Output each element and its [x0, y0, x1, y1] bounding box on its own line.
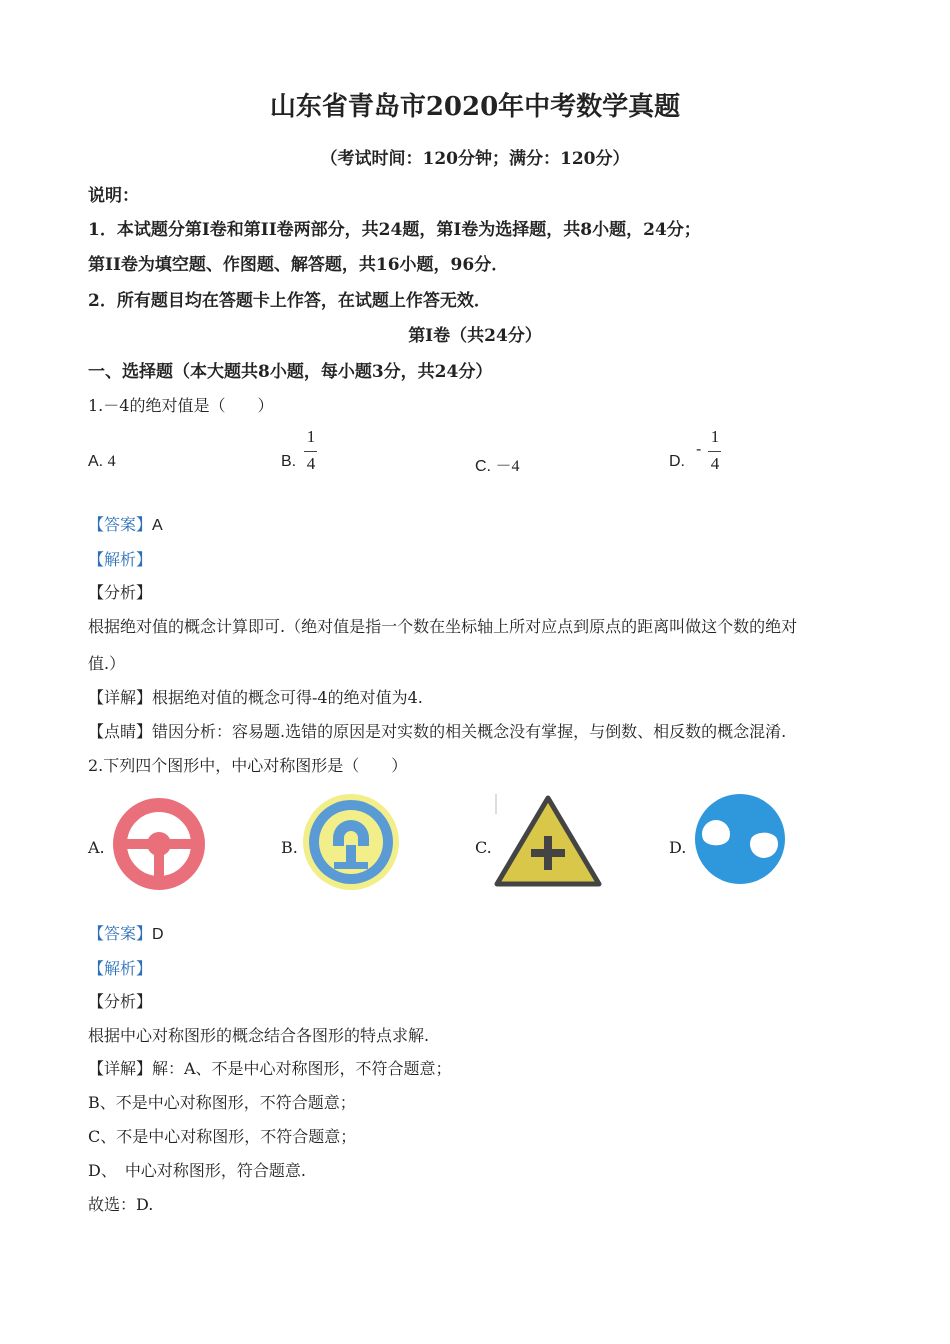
q1-fenxi-line-2: 值.） [88, 654, 126, 673]
q1-option-c [475, 453, 519, 476]
q1-option-d-label: D. [669, 453, 685, 470]
q2-answer [88, 921, 164, 944]
fraction-bar [304, 451, 317, 452]
q1-stem: 1.－4的绝对值是（ ） [88, 396, 274, 415]
q1-option-a [88, 453, 116, 471]
note-1-line-1: 1．本试题分第I卷和第II卷两部分，共24题，第I卷为选择题，共8小题，24分； [88, 220, 701, 240]
q2-line-b: B、不是中心对称图形，不符合题意； [88, 1093, 356, 1112]
warning-cross-triangle-icon [493, 792, 603, 888]
q1-option-d-sign: - [696, 441, 702, 458]
q2-option-a-label: A. [88, 838, 105, 857]
q1-option-b-label: B. [281, 453, 297, 470]
answer-value: A [152, 517, 163, 534]
steering-wheel-icon [112, 797, 206, 891]
q1-fenxi-tag: 【分析】 [88, 583, 153, 602]
note-2: 2．所有题目均在答题卡上作答，在试题上作答无效． [88, 291, 491, 311]
answer-tag: 【答案】 [88, 924, 153, 943]
page-title: 山东省青岛市2020年中考数学真题 [269, 92, 681, 122]
exam-info: （考试时间：120分钟；满分：120分） [320, 149, 630, 169]
q2-stem: 2.下列四个图形中，中心对称图形是（ ） [88, 756, 408, 775]
fraction-numerator: 1 [306, 427, 316, 446]
q1-option-c-value: －4 [495, 458, 520, 475]
fraction-numerator: 1 [710, 427, 720, 446]
swirl-circle-icon [691, 792, 789, 886]
q2-conclusion: 故选：D. [88, 1195, 154, 1214]
q1-option-b-fraction [303, 427, 319, 475]
fraction-denominator: 4 [710, 454, 720, 473]
q2-xiangjie: 【详解】解：A、不是中心对称图形，不符合题意； [88, 1059, 452, 1078]
q2-line-d: D、 中心对称图形，符合题意. [88, 1161, 306, 1180]
q2-option-c-label: C. [475, 838, 492, 857]
fraction-bar [708, 451, 721, 452]
q2-fenxi-line-1: 根据中心对称图形的概念结合各图形的特点求解. [88, 1026, 430, 1045]
q1-option-a-value: 4 [107, 453, 116, 470]
railway-logo-icon [301, 792, 401, 892]
notes-heading: 说明： [88, 186, 139, 206]
q2-jiexi-tag: 【解析】 [88, 959, 153, 978]
section-1-title: 一、选择题（本大题共8小题，每小题3分，共24分） [88, 362, 493, 382]
q1-jiexi-tag: 【解析】 [88, 550, 153, 569]
answer-tag: 【答案】 [88, 515, 153, 534]
q1-answer [88, 512, 163, 535]
note-1-line-2: 第II卷为填空题、作图题、解答题，共16小题，96分． [88, 255, 509, 275]
q2-option-d-label: D. [669, 838, 687, 857]
q2-line-c: C、不是中心对称图形，不符合题意； [88, 1127, 357, 1146]
q2-option-b-label: B. [281, 838, 298, 857]
q1-option-c-label: C. [475, 458, 491, 475]
q1-fenxi-line-1: 根据绝对值的概念计算即可.（绝对值是指一个数在坐标轴上所对应点到原点的距离叫做这个数的绝对 [88, 617, 798, 636]
part-1-title: 第I卷（共24分） [408, 326, 542, 346]
answer-value: D [152, 926, 164, 943]
q1-dianjing: 【点睛】错因分析：容易题.选错的原因是对实数的相关概念没有掌握，与倒数、相反数的概念混淆. [88, 722, 787, 741]
q1-option-a-label: A. [88, 453, 104, 470]
q2-fenxi-tag: 【分析】 [88, 992, 153, 1011]
fraction-denominator: 4 [306, 454, 316, 473]
q1-option-d-fraction [707, 427, 723, 475]
q1-xiangjie: 【详解】根据绝对值的概念可得-4的绝对值为4. [88, 688, 423, 707]
